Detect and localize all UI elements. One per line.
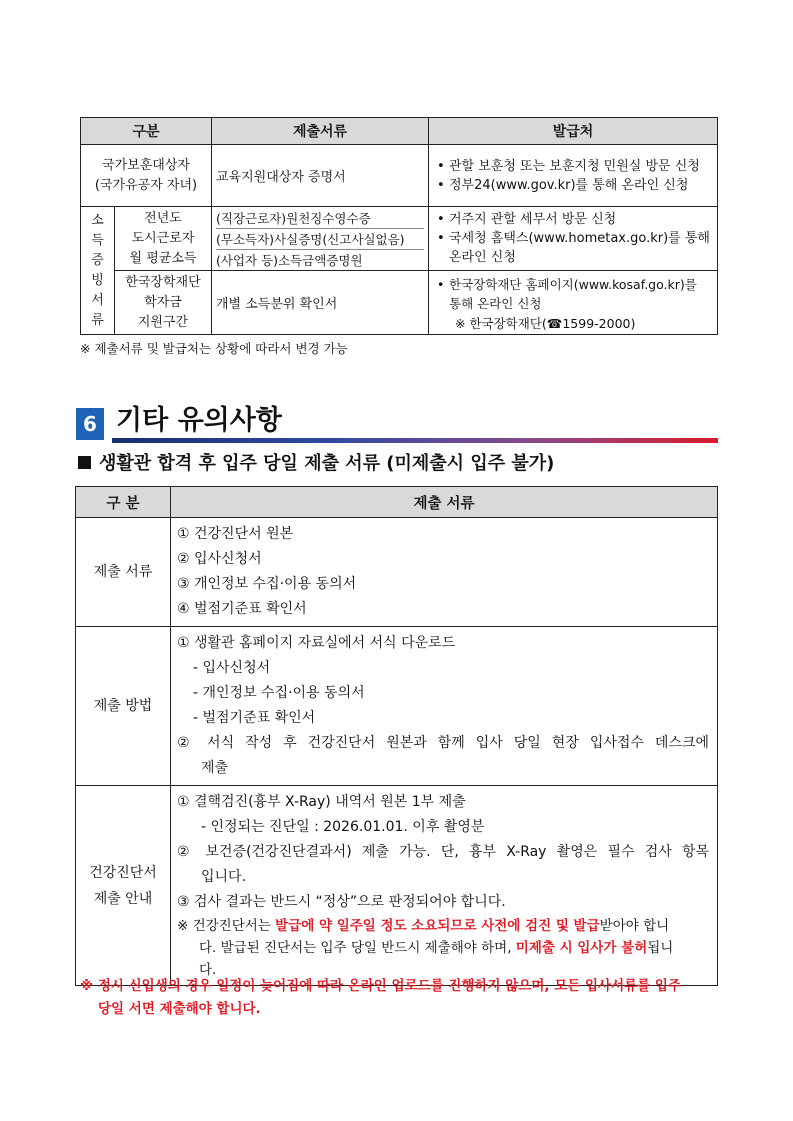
issuer-cell xyxy=(429,145,718,207)
table-row xyxy=(81,271,718,335)
list-item: ① 생활관 홈페이지 자료실에서 서식 다운로드 xyxy=(177,635,456,651)
table-header-row xyxy=(76,487,718,518)
list-item: • 국세청 홈택스(www.hometax.go.kr)를 통해 온라인 신청 xyxy=(435,229,711,267)
section-heading xyxy=(76,401,718,446)
list-item: ① 결핵검진(흉부 X-Ray) 내역서 원본 1부 제출 xyxy=(177,794,466,810)
header-category: 구분 xyxy=(81,118,212,145)
phone-note: ※ 한국장학재단(☎1599-2000) xyxy=(455,315,636,331)
list-item: • 한국장학재단 홈페이지(www.kosaf.go.kr)를 통해 온라인 신청 xyxy=(435,275,711,313)
list-item: • 관할 보훈청 또는 보훈지청 민원실 방문 신청 xyxy=(435,157,711,176)
section-number-badge: 6 xyxy=(76,408,104,440)
table-row xyxy=(76,786,718,986)
document-cell: 개별 소득분위 확인서 xyxy=(212,271,429,335)
section-title: 기타 유의사항 xyxy=(116,405,282,436)
list-item: • 정부24(www.gov.kr)를 통해 온라인 신청 xyxy=(435,176,711,195)
income-proof-group-label: 소 득 증 빙 서 류 xyxy=(81,207,115,335)
table-header-row xyxy=(81,118,718,145)
move-in-documents-table xyxy=(75,486,718,986)
list-item: - 개인정보 수집·이용 동의서 xyxy=(193,685,365,701)
documents-table xyxy=(80,117,718,335)
issuer-cell xyxy=(429,271,718,335)
table-row xyxy=(76,627,718,786)
list-item: - 인정되는 진단일 : 2026.01.01. 이후 촬영분 xyxy=(201,819,485,835)
header-documents: 제출서류 xyxy=(212,118,429,145)
category-cell: 한국장학재단 학자금 지원구간 xyxy=(115,271,212,335)
category-cell: 국가보훈대상자 (국가유공자 자녀) xyxy=(81,145,212,207)
row-content xyxy=(171,786,718,986)
table-footnote: ※ 제출서류 및 발급처는 상황에 따라서 변경 가능 xyxy=(80,341,348,356)
list-item: ② 입사신청서 xyxy=(177,551,262,567)
row-label: 제출 서류 xyxy=(76,518,171,627)
list-item: • 거주지 관할 세무서 방문 신청 xyxy=(435,210,711,229)
row-label: 제출 방법 xyxy=(76,627,171,786)
health-cert-note: ※ 건강진단서는 발급에 약 일주일 정도 소요되므로 사전에 검진 및 발급받아야 합니 다. 발급된 진단서는 입주 당일 반드시 제출해야 하며, 미제출 시 입사가 불허됩니 다. xyxy=(177,918,674,978)
list-item: ③ 검사 결과는 반드시 “정상”으로 판정되어야 합니다. xyxy=(177,894,506,910)
header-documents: 제출 서류 xyxy=(171,487,718,518)
list-item: ② 보건증(건강진단결과서) 제출 가능. 단, 흉부 X-Ray 촬영은 필수 검사 항목 xyxy=(177,844,709,860)
issuer-cell xyxy=(429,207,718,271)
row-label: 건강진단서 제출 안내 xyxy=(76,786,171,986)
table-row xyxy=(76,518,718,627)
header-category: 구 분 xyxy=(76,487,171,518)
list-item: 제출 xyxy=(201,760,229,776)
document-cell: (직장근로자)원천징수영수증 (무소득자)사실증명(신고사실없음) (사업자 등)소득금액증명원 xyxy=(212,207,429,271)
list-item: ① 건강진단서 원본 xyxy=(177,526,294,542)
row-content xyxy=(171,518,718,627)
list-item: 입니다. xyxy=(201,869,247,885)
table-row xyxy=(81,207,718,271)
bottom-warning-note: ※ 정시 신입생의 경우 일정이 늦어짐에 따라 온라인 업로드를 진행하지 않으며, 모든 입사서류를 입주 당일 서면 제출해야 합니다. xyxy=(80,978,681,1017)
section-underline xyxy=(112,438,718,443)
square-bullet-icon xyxy=(78,456,91,469)
list-item: ④ 벌점기준표 확인서 xyxy=(177,601,307,617)
document-cell: 교육지원대상자 증명서 xyxy=(212,145,429,207)
list-item: - 벌점기준표 확인서 xyxy=(193,710,316,726)
row-content xyxy=(171,627,718,786)
header-issuer: 발급처 xyxy=(429,118,718,145)
subheading: 생활관 합격 후 입주 당일 제출 서류 (미제출시 입주 불가) xyxy=(78,449,554,475)
category-cell: 전년도 도시근로자 월 평균소득 xyxy=(115,207,212,271)
list-item: ② 서식 작성 후 건강진단서 원본과 함께 입사 당일 현장 입사접수 데스크에 xyxy=(177,735,709,751)
table-row xyxy=(81,145,718,207)
list-item: ③ 개인정보 수집·이용 동의서 xyxy=(177,576,357,592)
list-item: - 입사신청서 xyxy=(193,660,271,676)
